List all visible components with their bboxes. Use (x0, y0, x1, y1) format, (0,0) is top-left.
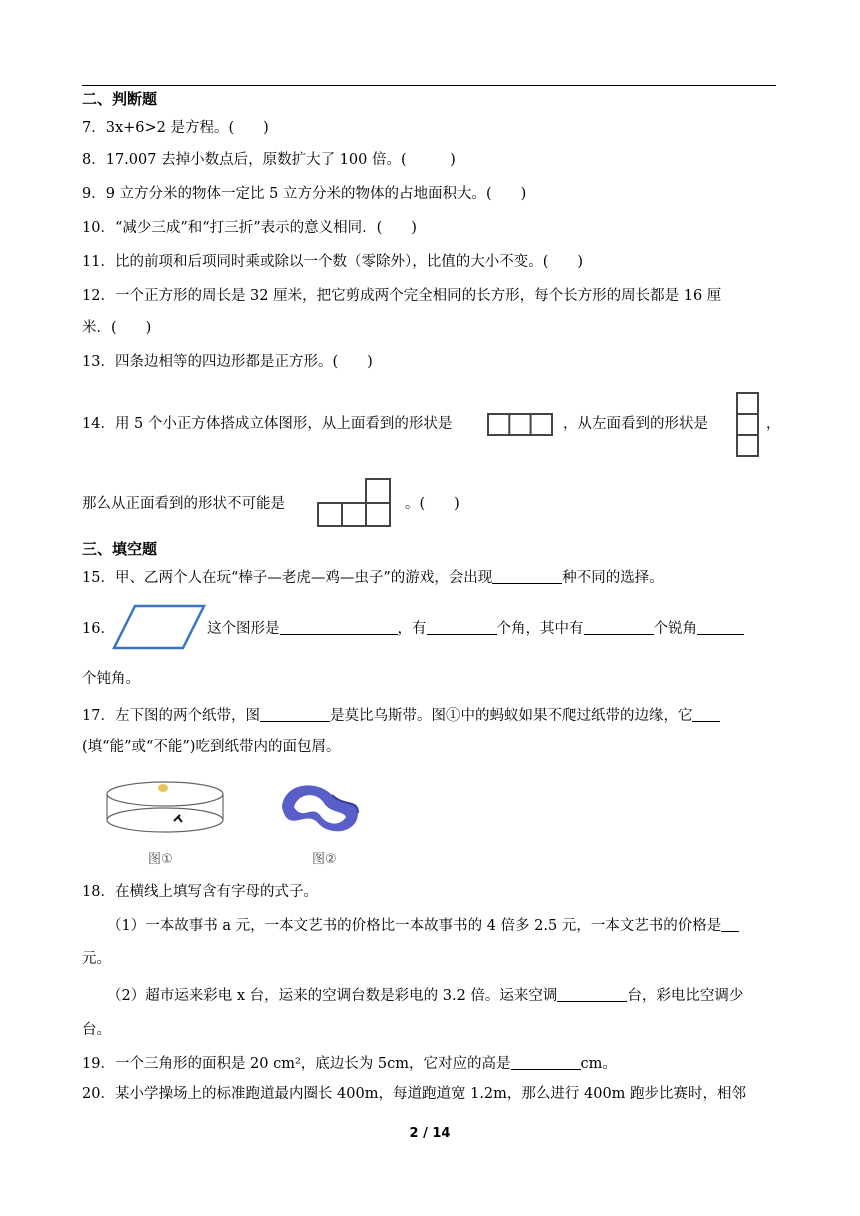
question-18-2-line2: 台。 (82, 1022, 111, 1038)
question-18-1: （1）一本故事书 a 元，一本文艺书的价格比一本故事书的 4 倍多 2.5 元，一本文艺书的价格是 (107, 916, 739, 936)
question-17-line2: (填“能”或“不能”)吃到纸带内的面包屑。 (82, 739, 341, 755)
question-18: 18．在横线上填写含有字母的式子。 (82, 884, 318, 900)
question-12-line1: 12．一个正方形的周长是 32 厘米，把它剪成两个完全相同的长方形，每个长方形的周长都是 16 厘 (82, 288, 722, 304)
mobius-strip-figure (274, 777, 364, 843)
figure-1-caption: 图① (148, 852, 173, 867)
question-11: 11．比的前项和后项同时乘或除以一个数（零除外），比值的大小不变。( ) (82, 254, 584, 270)
paper-ring-figure (100, 774, 230, 842)
question-14-text-a: 14．用 5 个小正方体搭成立体图形，从上面看到的形状是 (82, 416, 453, 432)
question-12-line2: 米．( ) (82, 320, 152, 336)
question-16: 这个图形是 ，有 个角，其中有 个锐角 (207, 619, 744, 639)
question-14-text-c: ， (766, 416, 781, 432)
question-16-line2: 个钝角。 (82, 671, 140, 687)
answer-blank[interactable] (557, 987, 627, 1002)
figure-2-caption: 图② (312, 852, 337, 867)
answer-blank[interactable] (260, 707, 330, 722)
page-number: 2 / 14 (409, 1126, 451, 1141)
answer-blank[interactable] (721, 917, 739, 932)
answer-blank[interactable] (692, 707, 720, 722)
question-7: 7．3x+6>2 是方程。( ) (82, 120, 269, 136)
question-13: 13．四条边相等的四边形都是正方形。( ) (82, 354, 373, 370)
header-rule (82, 85, 776, 86)
question-16-number: 16． (82, 621, 115, 637)
answer-blank[interactable] (427, 620, 497, 635)
answer-blank[interactable] (511, 1055, 581, 1070)
question-9: 9．9 立方分米的物体一定比 5 立方分米的物体的占地面积大。( ) (82, 186, 527, 202)
left-view-figure (735, 391, 761, 459)
question-17: 17．左下图的两个纸带，图 是莫比乌斯带。图①中的蚂蚁如果不爬过纸带的边缘，它 (82, 706, 720, 726)
question-18-1-line2: 元。 (82, 951, 111, 967)
section-title-judge: 二、判断题 (82, 90, 158, 108)
question-14-text-b: ，从左面看到的形状是 (563, 416, 708, 432)
section-title-fill: 三、填空题 (82, 540, 158, 558)
answer-blank[interactable] (280, 620, 398, 635)
question-15: 15．甲、乙两个人在玩“棒子—老虎—鸡—虫子”的游戏，会出现 种不同的选择。 (82, 570, 664, 586)
question-19: 19．一个三角形的面积是 20 cm²，底边长为 5cm，它对应的高是 cm。 (82, 1056, 617, 1072)
parallelogram-figure (110, 602, 208, 652)
answer-blank[interactable] (697, 620, 744, 635)
top-view-figure (486, 412, 554, 438)
answer-blank[interactable] (584, 620, 654, 635)
question-10: 10．“减少三成”和“打三折”表示的意义相同．( ) (82, 220, 417, 236)
question-8: 8．17.007 去掉小数点后，原数扩大了 100 倍。( ) (82, 152, 456, 168)
question-18-2: （2）超市运来彩电 x 台，运来的空调台数是彩电的 3.2 倍。运来空调 台，彩电比空调少 (107, 988, 744, 1004)
answer-blank[interactable] (492, 569, 562, 584)
question-20: 20．某小学操场上的标准跑道最内圈长 400m，每道跑道宽 1.2m，那么进行 400m 跑步比赛时，相邻 (82, 1086, 747, 1102)
question-14-text-d: 那么从正面看到的形状不可能是 (82, 496, 285, 512)
question-14-text-e: 。( ) (405, 496, 460, 512)
front-view-figure (316, 477, 394, 529)
